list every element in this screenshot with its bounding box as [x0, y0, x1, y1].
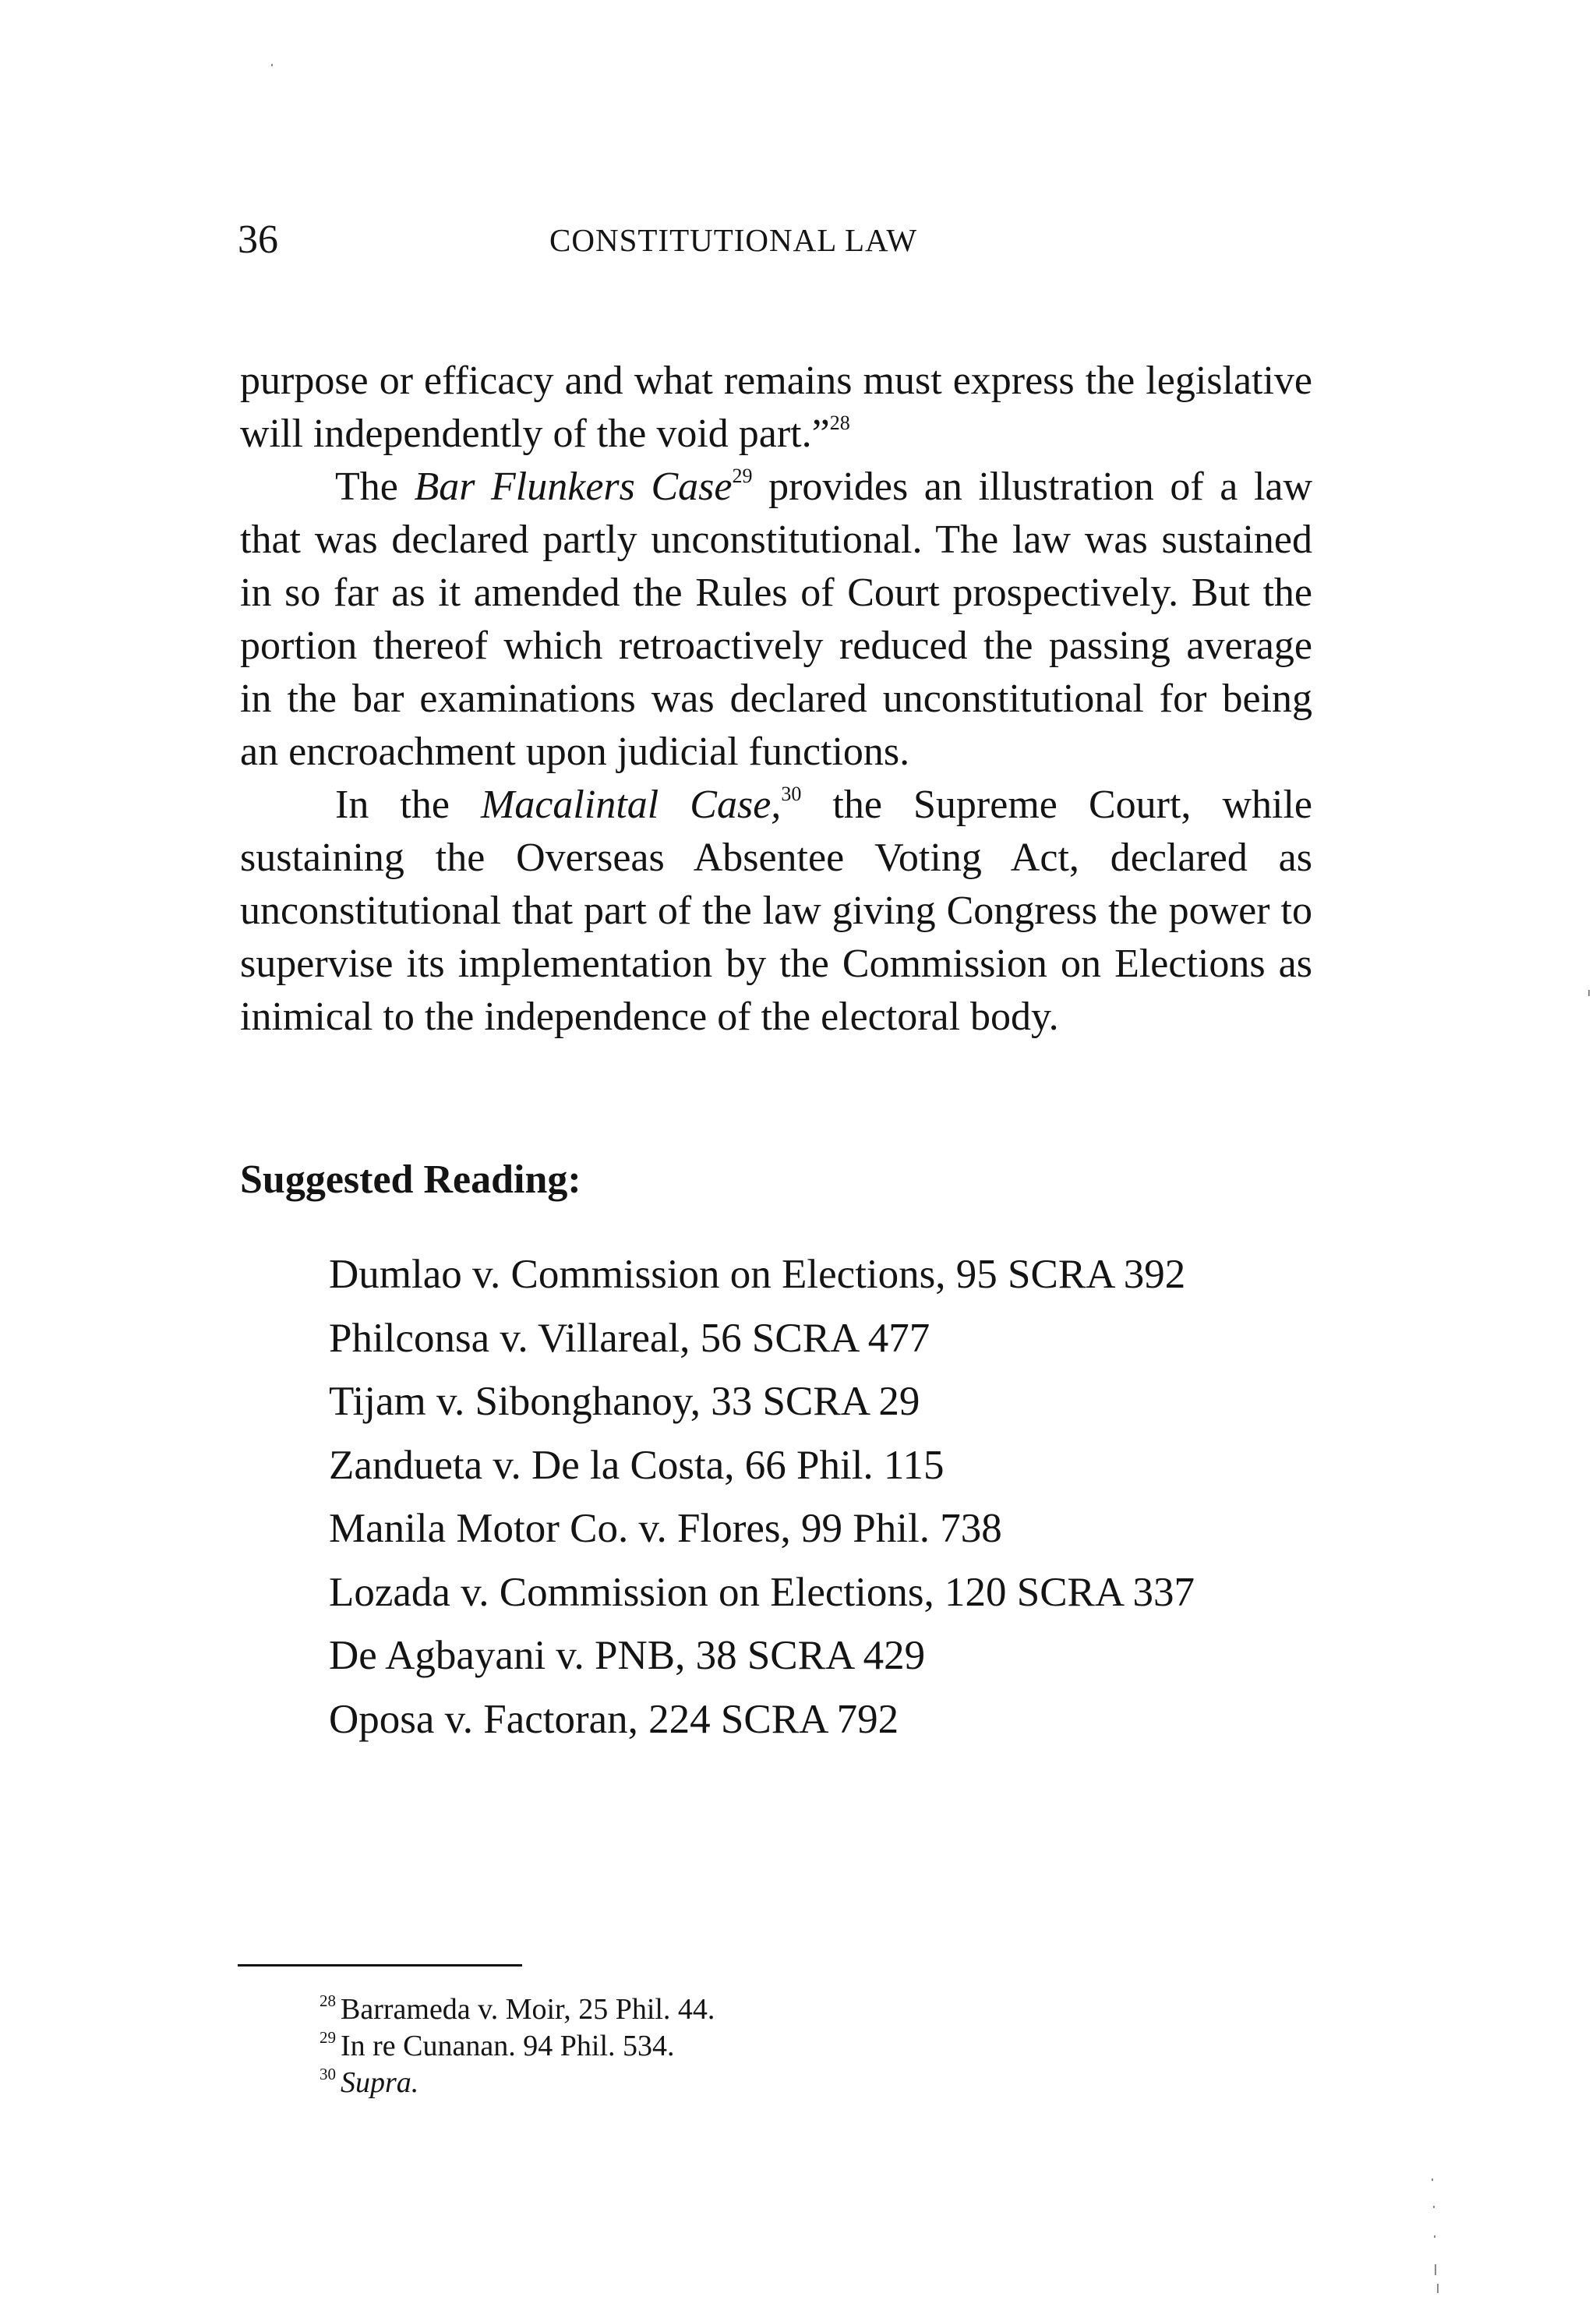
reading-item: Philconsa v. Villareal, 56 SCRA 477: [329, 1315, 930, 1361]
paragraph-2: [240, 461, 1312, 779]
case-name-macalintal: Macalintal Case,: [481, 783, 782, 827]
running-head: CONSTITUTIONAL LAW: [549, 222, 918, 258]
footnote-28: [320, 1991, 715, 2028]
footnote-number: 28: [320, 1991, 336, 2011]
footnote-ref-28: 28: [829, 411, 850, 434]
page-header: [238, 217, 1313, 263]
footnote-ref-30: 30: [781, 782, 802, 805]
paragraph-2-text: provides an illustration of a law that was declared partly unconstitutional. The law was sustained in so far as it amended the Rules of Court prospectively. But the portion thereof which retroactively reduced the passing average in the bar examinations was declared unconstitutional for being an encroachment upon judicial functions.: [240, 465, 1313, 774]
paragraph-3-lead: In the: [335, 783, 482, 827]
reading-item: Manila Motor Co. v. Flores, 99 Phil. 738: [329, 1506, 1002, 1551]
footnotes: [320, 1991, 715, 2101]
footnote-number: 30: [320, 2065, 336, 2084]
case-name-bar-flunkers: Bar Flunkers Case: [414, 465, 733, 509]
suggested-reading-list: [329, 1243, 1195, 1751]
scan-speck: [1433, 2206, 1435, 2208]
scan-speck: [1588, 990, 1590, 996]
scan-speck: [1437, 2284, 1439, 2293]
scan-speck: [1432, 2179, 1433, 2181]
footnote-30: [320, 2065, 715, 2101]
footnote-text: In re Cunanan. 94 Phil. 534.: [341, 2030, 675, 2062]
reading-item: Oposa v. Factoran, 224 SCRA 792: [329, 1696, 899, 1742]
paragraph-2-lead: The: [335, 465, 415, 509]
footnote-text: Supra.: [341, 2066, 419, 2099]
paragraph-1-text: purpose or efficacy and what remains must express the legislative will independently of the void part.”: [240, 359, 1312, 456]
footnote-divider: [238, 1964, 522, 1967]
scan-speck: [1435, 2264, 1436, 2275]
footnote-text: Barrameda v. Moir, 25 Phil. 44.: [341, 1993, 715, 2026]
footnote-number: 29: [320, 2028, 336, 2048]
reading-item: Zandueta v. De la Costa, 66 Phil. 115: [329, 1442, 945, 1488]
body-text: [240, 355, 1312, 1044]
scan-speck: [271, 64, 273, 66]
reading-item: Dumlao v. Commission on Elections, 95 SCRA 392: [329, 1252, 1186, 1297]
suggested-reading-heading: Suggested Reading:: [240, 1157, 581, 1202]
paragraph-3: [240, 779, 1312, 1044]
paragraph-3-text: the Supreme Court, while sustaining the Overseas Absentee Voting Act, declared as unconstitutional that part of the law giving Congress the power to supervise its implementation by the Commission on Elections as inimical to the independence of the electoral body.: [240, 783, 1313, 1039]
paragraph-1: [240, 355, 1312, 461]
reading-item: De Agbayani v. PNB, 38 SCRA 429: [329, 1633, 926, 1678]
scan-speck: [1434, 2235, 1435, 2238]
reading-item: Lozada v. Commission on Elections, 120 SCRA 337: [329, 1569, 1195, 1615]
footnote-ref-29: 29: [732, 464, 753, 487]
reading-item: Tijam v. Sibonghanoy, 33 SCRA 29: [329, 1379, 920, 1424]
page-number: 36: [238, 217, 278, 262]
footnote-29: [320, 2028, 715, 2065]
